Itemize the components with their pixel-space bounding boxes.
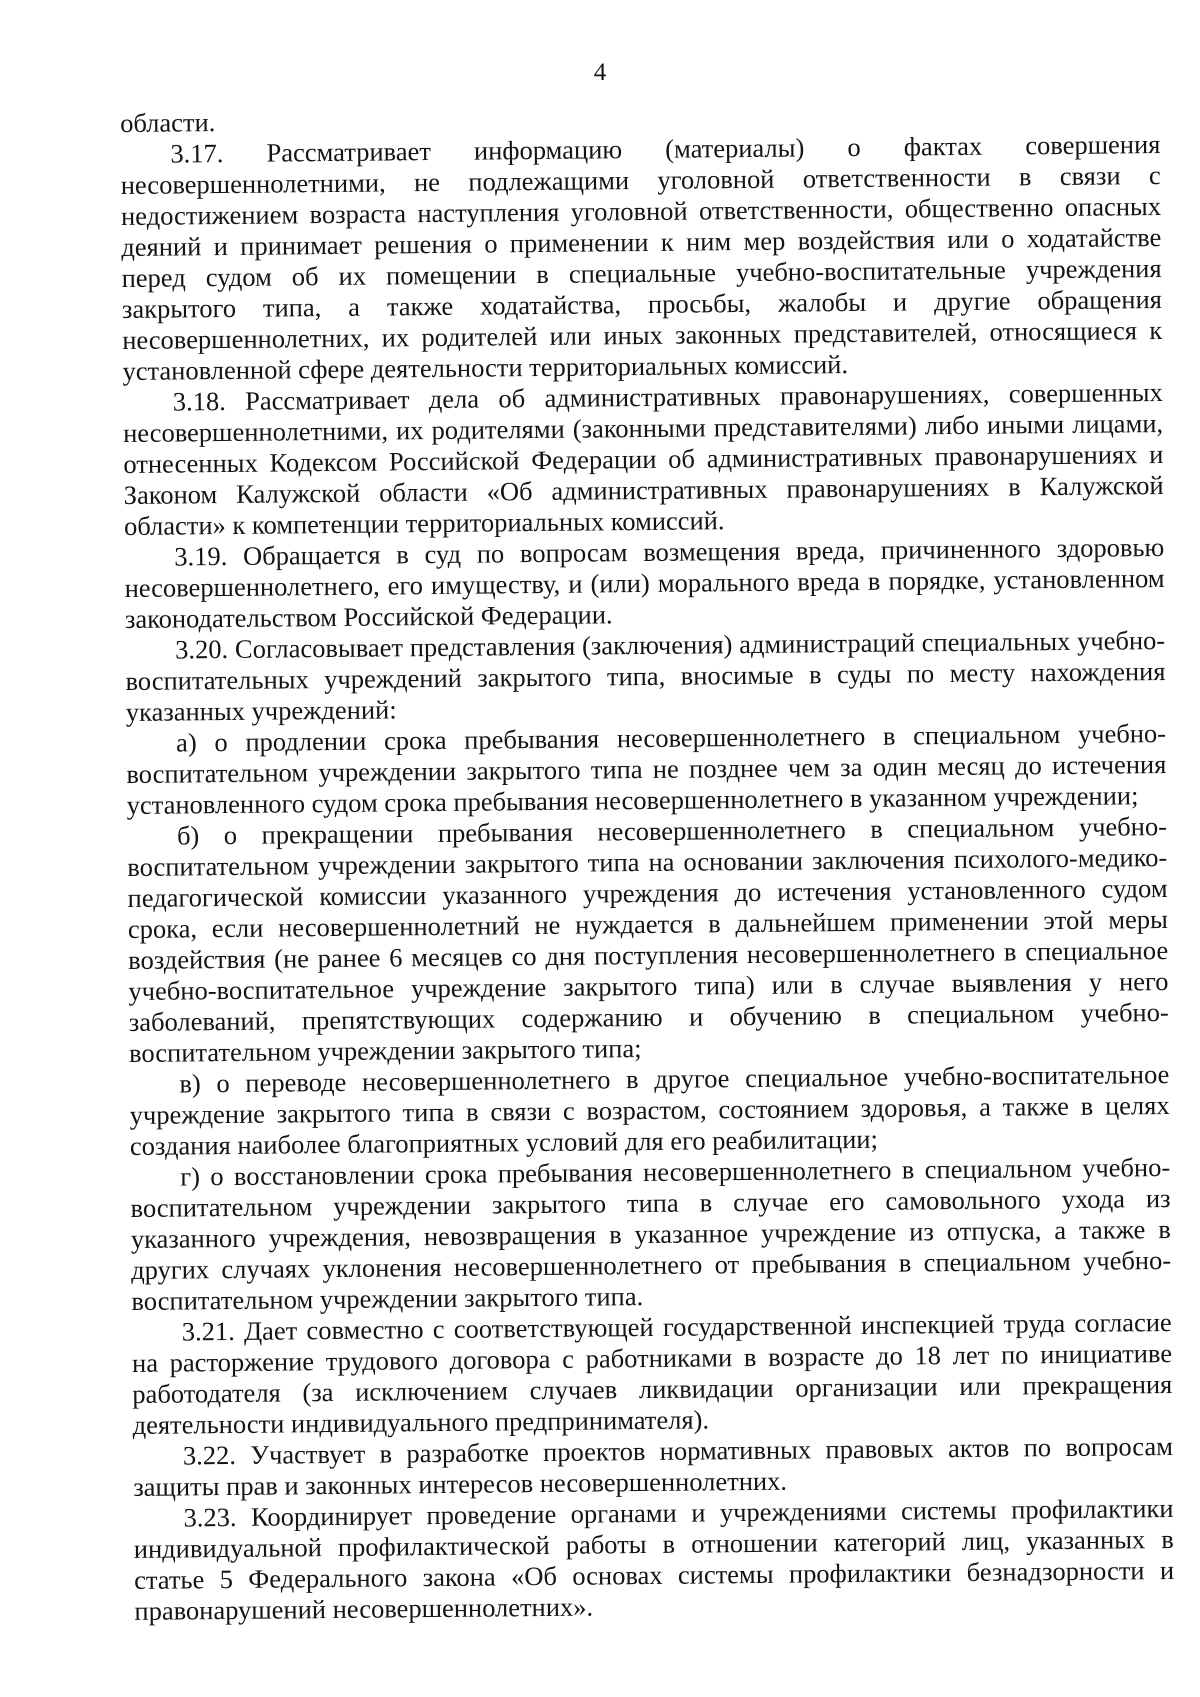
paragraph-3-22: 3.22. Участвует в разработке проектов нормативных правовых актов по вопросам защиты прав и законных интересов несовершеннолетних. [133, 1430, 1174, 1502]
paragraph-continuation: области. [120, 107, 216, 138]
paragraph-3-20: 3.20. Согласовывает представления (заключения) администраций специальных учебно-воспитательных учреждений закрытого типа, вносимые в суды по месту нахождения указанных учреждений: [125, 624, 1166, 727]
paragraph-3-19: 3.19. Обращается в суд по вопросам возмещения вреда, причиненного здоровью несовершеннолетнего, его имуществу, и (или) морального вреда в порядке, установленном законодательством Российской Федерации. [124, 531, 1165, 634]
subparagraph-g: г) о восстановлении срока пребывания несовершеннолетнего в специальном учебно-воспитательном учреждении закрытого типа в случае его самовольного ухода из указанного учреждения, невозвращения в указанное учреждение из отпуска, а также в других случаях уклонения несовершеннолетнего от пребывания в специальном учебно-воспитательном учреждении закрытого типа. [130, 1151, 1172, 1316]
paragraph-3-17: 3.17. Рассматривает информацию (материалы) о фактах совершения несовершеннолетними, не подлежащими уголовной ответственности в связи с недостижением возраста наступления уголовной ответственности, общественно опасных деяний и принимает решения о применении к ним мер воздействия или о ходатайстве перед судом об их помещении в специальные учебно-воспитательные учреждения закрытого типа, а также ходатайства, просьбы, жалобы и другие обращения несовершеннолетних, их родителей или иных законных представителей, относящиеся к установленной сфере деятельности территориальных комиссий. [120, 129, 1163, 386]
subparagraph-v: в) о переводе несовершеннолетнего в другое специальное учебно-воспитательное учреждение закрытого типа в связи с возрастом, состоянием здоровья, а также в целях создания наиболее благоприятных условий для его реабилитации; [129, 1058, 1170, 1161]
paragraph-3-18: 3.18. Рассматривает дела об административных правонарушениях, совершенных несовершеннолетними, их родителями (законными представителями) либо иными лицами, отнесенных Кодексом Российской Федерации об административных правонарушениях и Законом Калужской области «Об административных правонарушениях в Калужской области» к компетенции территориальных комиссий. [122, 377, 1164, 541]
subparagraph-a: а) о продлении срока пребывания несовершеннолетнего в специальном учебно-воспитательном учреждении закрытого типа не позднее чем за один месяц до истечения установленного судом срока пребывания несовершеннолетнего в указанном учреждении; [126, 717, 1167, 820]
paragraph-3-21: 3.21. Дает совместно с соответствующей государственной инспекцией труда согласие на расторжение трудового договора с работниками в возрасте до 18 лет по инициативе работодателя (за исключением случаев ликвидации организации или прекращения деятельности индивидуального предпринимателя). [131, 1306, 1173, 1440]
page-number: 4 [593, 59, 607, 86]
subparagraph-b: б) о прекращении пребывания несовершеннолетнего в специальном учебно-воспитательном учреждении закрытого типа на основании заключения психолого-медико-педагогической комиссии указанного учреждения до истечения установленного судом срока, если несовершеннолетний не нуждается в дальнейшем применении этой меры воздействия (не ранее 6 месяцев со дня поступления несовершеннолетнего в специальное учебно-воспитательное учреждение закрытого типа) или в случае выявления у него заболеваний, препятствующих содержанию и обучению в специальном учебно-воспитательном учреждении закрытого типа; [127, 810, 1169, 1068]
document-body [120, 98, 1175, 1627]
paragraph-3-23: 3.23. Координирует проведение органами и учреждениями системы профилактики индивидуальной профилактической работы в отношении категорий лиц, указанных в статье 5 Федерального закона «Об основах системы профилактики безнадзорности и правонарушений несовершеннолетних». [133, 1492, 1175, 1626]
